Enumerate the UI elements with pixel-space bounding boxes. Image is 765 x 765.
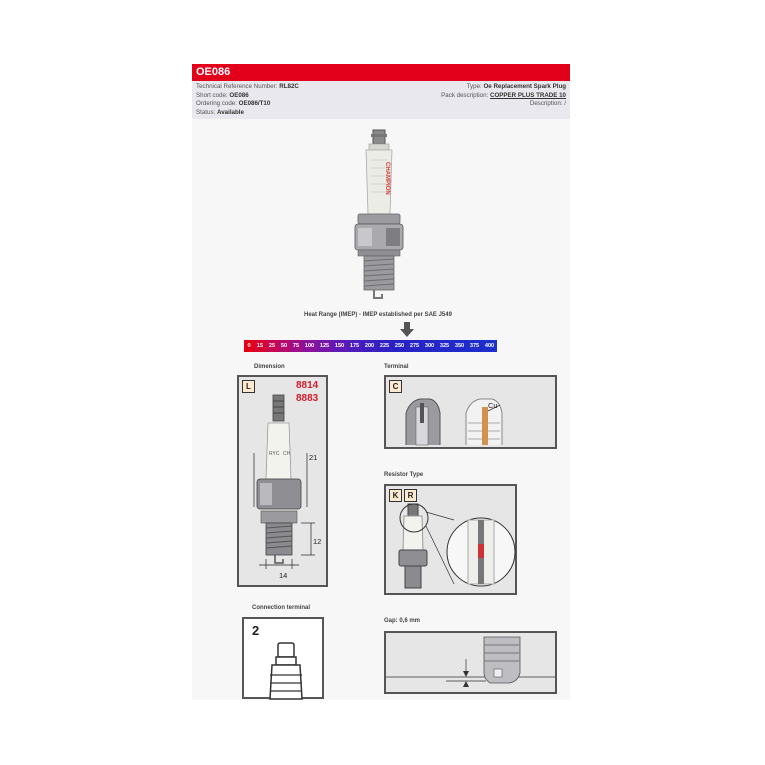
dimension-code-2: 8883 <box>296 393 319 404</box>
dimension-box <box>237 375 328 587</box>
resistor-tag-r: R <box>404 489 417 502</box>
resistor-type-box <box>384 484 517 595</box>
heat-range-value: 50 <box>278 340 290 352</box>
heat-range-value: 400 <box>482 340 497 352</box>
heat-range-value: 125 <box>317 340 332 352</box>
gap-label: Gap: 0,6 mm <box>384 618 421 624</box>
dimension-label: Dimension <box>254 364 285 370</box>
svg-text:RYC: RYC <box>269 451 280 457</box>
resistor-type-label: Resistor Type <box>384 472 424 478</box>
pack-description-link[interactable]: COPPER PLUS TRADE 10 <box>490 91 566 99</box>
terminal-label: Terminal <box>384 364 409 370</box>
heat-range-scale <box>244 340 497 352</box>
terminal-box <box>384 375 557 449</box>
plug-brand-text: CHAMPION <box>384 162 390 195</box>
tech-ref-value: RL82C <box>279 83 299 90</box>
type-value: Oe Replacement Spark Plug <box>483 83 566 90</box>
heat-range-value: 250 <box>392 340 407 352</box>
product-title: OE086 <box>192 64 570 81</box>
terminal-tag: C <box>389 380 402 393</box>
heat-range-value: 100 <box>302 340 317 352</box>
heat-range-value: 15 <box>254 340 266 352</box>
dimension-12: 12 <box>313 537 322 546</box>
heat-range-value: 150 <box>332 340 347 352</box>
connection-terminal-number: 2 <box>252 623 260 638</box>
heat-range-marker-arrow-icon <box>400 322 414 338</box>
status-value: Available <box>217 108 244 116</box>
heat-range-value: 200 <box>362 340 377 352</box>
resistor-drawing <box>394 504 514 594</box>
connection-terminal-label: Connection terminal <box>252 605 311 611</box>
heat-range-value: 325 <box>437 340 452 352</box>
terminal-drawing <box>400 393 540 445</box>
dimension-21: 21 <box>309 453 318 462</box>
short-code-value: OE086 <box>229 91 249 99</box>
heat-range-title: Heat Range (IMEP) - IMEP established per SAE J549 <box>304 312 452 318</box>
info-left: Technical Reference Number: RL82C Short code: OE086 Ordering code: OE086/T10 Status: Available <box>196 83 299 116</box>
ordering-code-value: OE086/T10 <box>238 100 271 107</box>
connection-terminal-box <box>242 617 324 699</box>
info-panel <box>192 81 570 119</box>
dimension-14: 14 <box>279 571 288 580</box>
connection-terminal-drawing <box>264 641 308 699</box>
svg-text:CH: CH <box>283 451 291 457</box>
info-right: Type: Oe Replacement Spark Plug Pack description: COPPER PLUS TRADE 10 Description: / <box>441 83 566 107</box>
description-value: / <box>564 100 566 107</box>
gap-drawing <box>386 633 555 692</box>
heat-range-value: 350 <box>452 340 467 352</box>
heat-range-value: 300 <box>422 340 437 352</box>
gap-box <box>384 631 557 694</box>
heat-range-value: 275 <box>407 340 422 352</box>
heat-range-value: 175 <box>347 340 362 352</box>
dimension-plug-drawing <box>249 387 324 582</box>
heat-range-value: 25 <box>266 340 278 352</box>
heat-range-value: 225 <box>377 340 392 352</box>
heat-range-value: 375 <box>467 340 482 352</box>
terminal-cu-label: Cu <box>488 401 498 410</box>
heat-range-value: 75 <box>290 340 302 352</box>
dimension-code-1: 8814 <box>296 380 319 391</box>
resistor-tag-k: K <box>389 489 402 502</box>
dimension-tag: L <box>242 380 255 393</box>
product-sheet <box>192 64 570 700</box>
heat-range-value: 0 <box>244 340 254 352</box>
spark-plug-image <box>344 128 414 300</box>
